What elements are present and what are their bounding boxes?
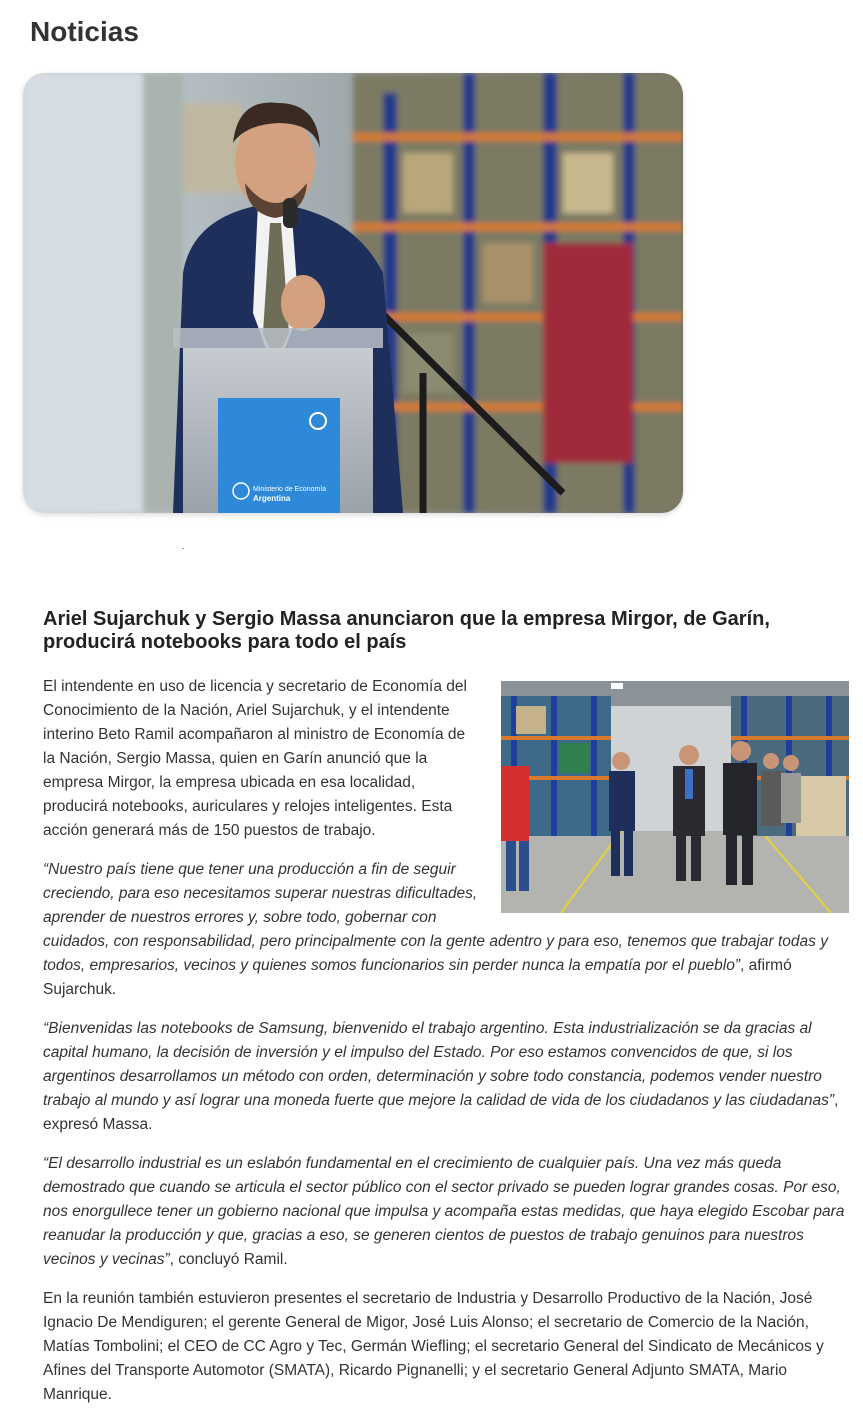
quote-sujarchuk-attribution: , afirmó Sujarchuk. [43, 957, 792, 998]
paragraph-attendees: En la reunión también estuvieron presentes el secretario de Industria y Desarrollo Productivo de la Nación, José Ignacio De Mendiguren; el gerente General de Migor, José Luis Alonso; el secretario de Comercio de la Nación, Matías Tombolini; el CEO de CC Agro y Tec, Germán Wiefling; el secretario General del Sindicato de Mecánicos y Afines del Transporte Automotor (SMATA), Ricardo Pignanelli; y el secretario General Adjunto SMATA, Mario Manrique. [43, 1290, 824, 1403]
quote-massa-text: “Bienvenidas las notebooks de Samsung, bienvenido el trabajo argentino. Esta industrialización se da gracias al capital humano, la decisión de inversión y el impulso del Estado. Por eso estamos convencidos de que, si los argentinos desarrollamos un método con orden, determinación y sobre todo constancia, podemos vender nuestro trabajo al mundo y así lograr una moneda fuerte que mejore la calidad de vida de los ciudadanos y las ciudadanas” [43, 1020, 834, 1109]
quote-ramil [43, 1152, 849, 1272]
hero-image[interactable] [23, 73, 683, 513]
quote-ramil-attribution: , concluyó Ramil. [169, 1251, 288, 1268]
section-title: Noticias [30, 16, 139, 47]
divider-dot [182, 548, 184, 549]
quote-ramil-text: “El desarrollo industrial es un eslabón fundamental en el crecimiento de cualquier país. Una vez más queda demostrado que cuando se articula el sector público con el sector privado se pueden lograr grandes cosas. Por eso, nos enorgullece tener un gobierno nacional que impulsa y acompaña estas medidas, que haya elegido Escobar para reanudar la producción y que, gracias a eso, se generen cientos de puestos de trabajo genuinos para nuestros vecinos y vecinas” [43, 1155, 845, 1268]
article-title: Ariel Sujarchuk y Sergio Massa anunciaron que la empresa Mirgor, de Garín, producirá notebooks para todo el país [43, 608, 770, 653]
quote-massa-attribution: , expresó Massa. [43, 1092, 839, 1133]
podium-text-line1: Ministerio de Economía [253, 486, 327, 493]
inline-photo[interactable] [501, 681, 849, 913]
warehouse-photo [501, 681, 849, 913]
podium-text-line2: Argentina [253, 494, 291, 503]
quote-massa [43, 1017, 849, 1137]
paragraph-intro: El intendente en uso de licencia y secretario de Economía del Conocimiento de la Nación, Ariel Sujarchuk, y el intendente interino Beto Ramil acompañaron al ministro de Economía de la Nación, Sergio Massa, quien en Garín anunció que la empresa Mirgor, la empresa ubicada en esa localidad, producirá notebooks, auriculares y relojes inteligentes. Esta acción generará más de 150 puestos de trabajo. [43, 678, 467, 839]
hero-photo [23, 73, 683, 513]
article-body [43, 675, 849, 1411]
quote-sujarchuk-text: “Nuestro país tiene que tener una producción a fin de seguir creciendo, para eso necesitamos superar nuestras dificultades, aprender de nuestros errores y, sobre todo, gobernar con cuidados, con responsabilidad, pero principalmente con la gente adentro y para eso, tenemos que trabajar todas y todos, empresarios, vecinos y quienes somos funcionarios sin perder nunca la empatía por el pueblo” [43, 861, 828, 974]
